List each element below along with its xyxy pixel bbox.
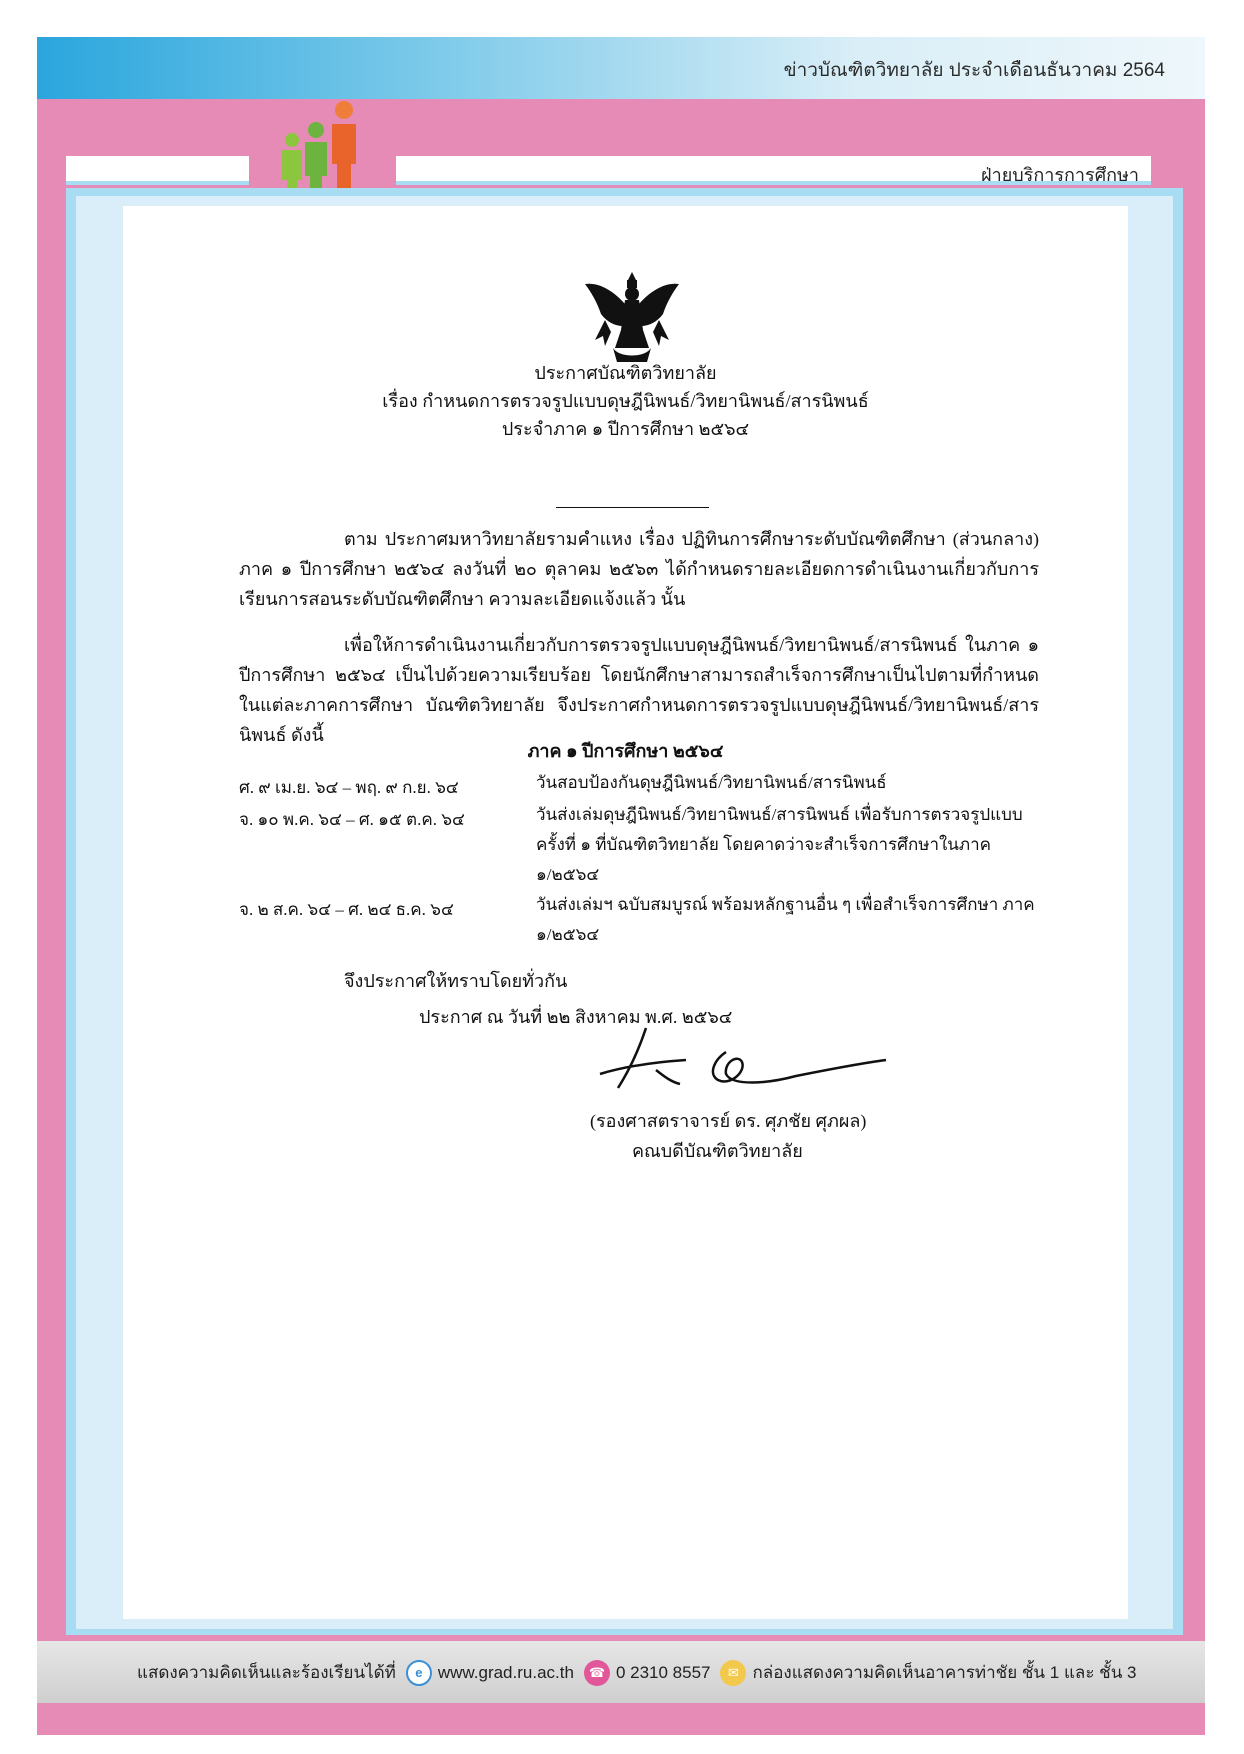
newsletter-header xyxy=(37,37,1205,99)
paragraph-2-text: เพื่อให้การดำเนินงานเกี่ยวกับการตรวจรูปแบบดุษฎีนิพนธ์/วิทยานิพนธ์/สารนิพนธ์ ในภาค ๑ ปีการศึกษา ๒๕๖๔ เป็นไปด้วยความเรียบร้อย โดยนักศึกษาสามารถสำเร็จการศึกษาเป็นไปตามที่กำหนดในแต่ละภาคการศึกษา บัณฑิตวิทยาลัย จึงประกาศกำหนดการตรวจรูปแบบดุษฎีนิพนธ์/วิทยานิพนธ์/สารนิพนธ์ ดังนี้ xyxy=(239,635,1039,745)
comment-box-text: กล่องแสดงความคิดเห็นอาคารท่าชัย ชั้น 1 และ ชั้น 3 xyxy=(752,1663,1137,1682)
footer xyxy=(37,1641,1205,1703)
newsletter-title: ข่าวบัณฑิตวิทยาลัย ประจำเดือนธันวาคม 2564 xyxy=(783,60,1165,81)
signature xyxy=(596,1026,896,1101)
schedule-date: จ. ๑๐ พ.ค. ๖๔ – ศ. ๑๕ ต.ค. ๖๔ xyxy=(239,810,465,829)
paragraph-1 xyxy=(239,524,1039,614)
phone-icon: ☎ xyxy=(584,1660,610,1686)
phone-number: 0 2310 8557 xyxy=(615,1662,711,1682)
schedule-date: ศ. ๙ เม.ย. ๖๔ – พฤ. ๙ ก.ย. ๖๔ xyxy=(239,778,459,797)
section-label: ฝ่ายบริการการศึกษา xyxy=(981,165,1139,185)
schedule-desc: วันส่งเล่มฯ ฉบับสมบูรณ์ พร้อมหลักฐานอื่น ๆ เพื่อสำเร็จการศึกษา ภาค ๑/๒๕๖๔ xyxy=(536,895,1035,944)
date-line: ประกาศ ณ วันที่ ๒๒ สิงหาคม พ.ศ. ๒๕๖๔ xyxy=(419,1007,733,1027)
signer-name: (รองศาสตราจารย์ ดร. ศุภชัย ศุภผล) xyxy=(590,1111,867,1131)
section-bar xyxy=(396,156,1151,185)
schedule-desc: วันสอบป้องกันดุษฎีนิพนธ์/วิทยานิพนธ์/สารนิพนธ์ xyxy=(536,773,887,792)
divider xyxy=(556,507,709,508)
announcement-term: ประจำภาค ๑ ปีการศึกษา ๒๕๖๔ xyxy=(501,419,750,439)
footer-content xyxy=(137,1659,1137,1686)
feedback-text: แสดงความคิดเห็นและร้องเรียนได้ที่ xyxy=(137,1663,396,1682)
garuda-emblem xyxy=(583,270,681,370)
paragraph-2 xyxy=(239,630,1039,750)
comment-box-icon: ✉ xyxy=(720,1660,746,1686)
website-icon: e xyxy=(406,1660,432,1686)
signer-title: คณบดีบัณฑิตวิทยาลัย xyxy=(632,1141,803,1161)
section-bar-left xyxy=(66,156,249,185)
notice: จึงประกาศให้ทราบโดยทั่วกัน xyxy=(344,971,568,991)
announcement-heading: ประกาศบัณฑิตวิทยาลัย xyxy=(534,363,717,383)
people-icon xyxy=(272,100,382,196)
announcement-subject: เรื่อง กำหนดการตรวจรูปแบบดุษฎีนิพนธ์/วิทยานิพนธ์/สารนิพนธ์ xyxy=(382,391,869,411)
semester-title: ภาค ๑ ปีการศึกษา ๒๕๖๔ xyxy=(527,741,724,761)
schedule-date: จ. ๒ ส.ค. ๖๔ – ศ. ๒๔ ธ.ค. ๖๔ xyxy=(239,900,454,919)
paragraph-1-text: ตาม ประกาศมหาวิทยาลัยรามคำแหง เรื่อง ปฏิทินการศึกษาระดับบัณฑิตศึกษา (ส่วนกลาง) ภาค ๑ ปีการศึกษา ๒๕๖๔ ลงวันที่ ๒๐ ตุลาคม ๒๕๖๓ ได้กำหนดรายละเอียดการดำเนินงานเกี่ยวกับการเรียนการสอนระดับบัณฑิตศึกษา ความละเอียดแจ้งแล้ว นั้น xyxy=(239,529,1039,609)
schedule-desc: วันส่งเล่มดุษฎีนิพนธ์/วิทยานิพนธ์/สารนิพนธ์ เพื่อรับการตรวจรูปแบบ ครั้งที่ ๑ ที่บัณฑิตวิทยาลัย โดยคาดว่าจะสำเร็จการศึกษาในภาค ๑/๒๕๖๔ xyxy=(536,805,1023,884)
website-link[interactable]: www.grad.ru.ac.th xyxy=(437,1662,574,1682)
